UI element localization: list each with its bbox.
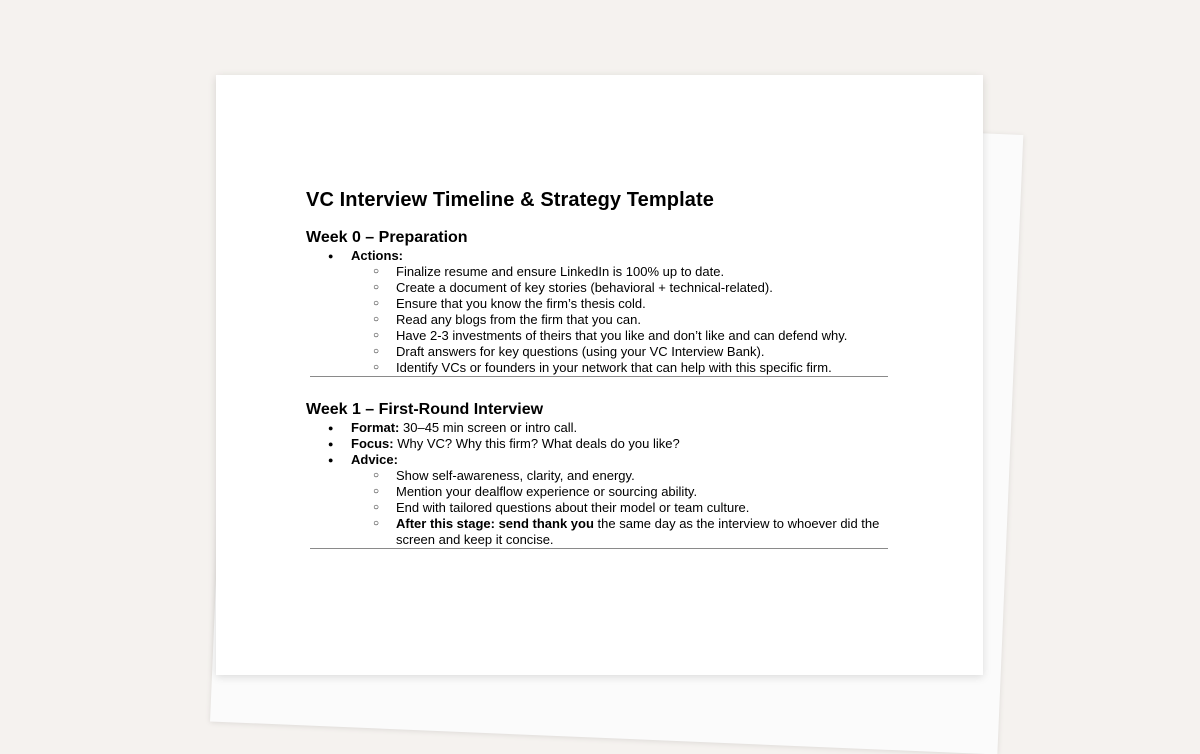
- actions-item: [306, 248, 891, 376]
- format-item: [306, 420, 891, 436]
- week0-list: [306, 248, 891, 376]
- document-content: [306, 187, 891, 549]
- week1-list: [306, 420, 891, 548]
- list-item: ○ Finalize resume and ensure LinkedIn is 100% up to date.: [351, 264, 891, 280]
- list-item: ○ Ensure that you know the firm’s thesis cold.: [351, 296, 891, 312]
- advice-sublist: [351, 468, 891, 548]
- after-stage-label: After this stage: send thank you: [396, 516, 594, 531]
- list-item: ○ Create a document of key stories (behavioral + technical-related).: [351, 280, 891, 296]
- list-item: ○ Mention your dealflow experience or sourcing ability.: [351, 484, 891, 500]
- list-item: ○ Have 2-3 investments of theirs that you like and don’t like and can defend why.: [351, 328, 891, 344]
- after-stage-text: the same day as the interview to whoever did the screen and keep it concise.: [396, 516, 880, 547]
- advice-item: [306, 452, 891, 548]
- document-title: VC Interview Timeline & Strategy Template: [306, 189, 714, 211]
- format-label: Format:: [351, 420, 400, 435]
- list-item: ○ Draft answers for key questions (using your VC Interview Bank).: [351, 344, 891, 360]
- list-item: ○ Identify VCs or founders in your network that can help with this specific firm.: [351, 360, 891, 376]
- list-item: ○ Show self-awareness, clarity, and energy.: [351, 468, 891, 484]
- week1-heading: Week 1 – First-Round Interview: [306, 401, 544, 418]
- week0-heading: Week 0 – Preparation: [306, 229, 468, 246]
- actions-sublist: [351, 264, 891, 376]
- list-item: ○ Read any blogs from the firm that you can.: [351, 312, 891, 328]
- focus-label: Focus:: [351, 436, 394, 451]
- list-item: ○ End with tailored questions about their model or team culture.: [351, 500, 891, 516]
- list-item: [351, 516, 891, 548]
- section-divider: [310, 548, 888, 549]
- advice-label: Advice:: [351, 452, 398, 467]
- focus-item: [306, 436, 891, 452]
- focus-text: Why VC? Why this firm? What deals do you like?: [393, 436, 680, 451]
- section-divider: [310, 376, 888, 377]
- format-text: 30–45 min screen or intro call.: [399, 420, 578, 435]
- actions-label: Actions:: [351, 248, 403, 263]
- document-page: [216, 75, 983, 675]
